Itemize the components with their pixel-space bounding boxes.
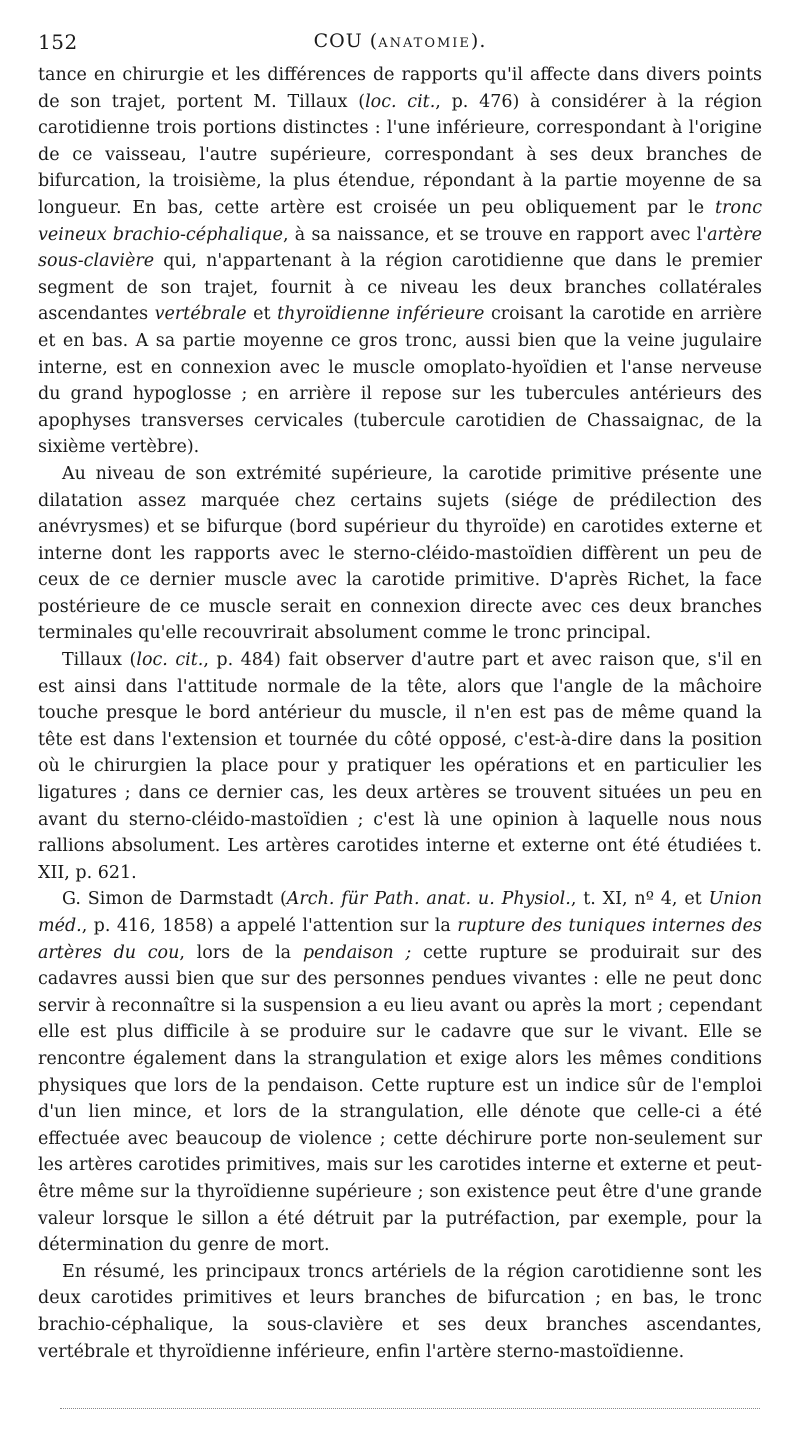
italic-text-run: artère sous-clavière [38, 224, 762, 272]
text-run: croisant la carotide en arrière et en bas. A sa partie moyenne ce gros tronc, aussi bien que la veine jugulaire interne, est en connexion avec le muscle omoplato-hyoïdien et l'anse nerveuse du grand hypoglosse ; en arrière il repose sur les tubercules antérieurs des apophyses transverses cervicales (tubercule carotidien de Chassaignac, de la sixième vertèbre). [38, 304, 762, 458]
text-run: cette rupture se produirait sur des cadavres aussi bien que sur des personnes pendues vivantes : elle ne peut donc servir à reconnaître si la suspension a eu lieu avant ou après la mort ; cependant elle est plus difficile à se produire sur le cadavre que sur le vivant. Elle se rencontre également dans la strangulation et exige alors les mêmes conditions physiques que lors de la pendaison. Cette rupture est un indice sûr de l'emploi d'un lien mince, et lors de la strangulation, elle dénote que celle-ci a été effectuée avec beaucoup de violence ; cette déchirure porte non-seulement sur les artères carotides primitives, mais sur les carotides interne et externe et peut-être même sur la thyroïdienne supérieure ; son existence peut être d'une grande valeur lorsque le sillon a été détruit par la putréfaction, par exemple, pour la détermination du genre de mort. [38, 942, 762, 1256]
text-run: tance en chirurgie et les différences de rapports qu'il affecte dans divers points de son trajet, portent M. Tillaux ( [38, 65, 762, 112]
italic-text-run: pendaison ; [302, 942, 412, 963]
text-run: , lors de la [179, 942, 303, 963]
text-run: qui, n'appartenant à la région carotidienne que dans le premier segment de son trajet, fournit à ce niveau les deux branches collatérales ascendantes [38, 251, 762, 325]
italic-text-run: thyroïdienne inférieure [277, 304, 485, 325]
running-title [38, 30, 762, 52]
paragraph [38, 461, 762, 647]
body-text [38, 62, 762, 1365]
italic-text-run: vertébrale [154, 304, 247, 325]
running-title-main: COU ( [313, 30, 379, 52]
text-run: En résumé, les principaux troncs artériels de la région carotidienne sont les deux carotides primitives et leurs branches de bifurcation ; en bas, le tronc brachio-céphalique, la sous-clavière et ses deux branches ascendantes, vertébrale et thyroïdienne inférieure, enfin l'artère sterno-mastoïdienne. [38, 1261, 762, 1362]
page-number: 152 [38, 30, 78, 54]
text-run: Au niveau de son extrémité supérieure, la carotide primitive présente une dilatation assez marquée chez certains sujets (siége de prédilection des anévrysmes) et se bifurque (bord supérieur du thyroïde) en carotides externe et interne dont les rapports avec le sterno-cléido-mastoïdien diffèrent un peu de ceux de ce dernier muscle avec la carotide primitive. D'après Richet, la face postérieure de ce muscle serait en connexion directe avec ces deux branches terminales qu'elle recouvrirait absolument comme le tronc principal. [38, 463, 762, 644]
paragraph [38, 647, 762, 886]
italic-text-run: loc. cit. [365, 91, 436, 112]
italic-text-run: tronc veineux brachio-céphalique [38, 197, 762, 245]
running-head [38, 28, 762, 62]
text-run: , p. 416, 1858) a appelé l'attention sur la [81, 916, 458, 936]
text-run: et [246, 304, 278, 325]
text-run: , p. 484) fait observer d'autre part et avec raison que, s'il en est ainsi dans l'attitude normale de la tête, alors que l'angle de la mâchoire touche presque le bord antérieur du muscle, il n'en est pas de même quand la tête est dans l'extension et tournée du côté opposé, c'est-à-dire dans la position où le chirurgien la place pour y pratiquer les opérations et en particulier les ligatures ; dans ce dernier cas, les deux artères se trouvent situées un peu en avant du sterno-cléido-mastoïdien ; c'est là une opinion à laquelle nous nous rallions absolument. Les artères carotides interne et externe ont été étudiées t. XII, p. 621. [38, 650, 762, 883]
text-run: Tillaux ( [62, 650, 137, 671]
text-run: , t. XI, nº 4, et [570, 889, 709, 910]
text-run: , p. 476) à considérer à la région carotidienne trois portions distinctes : l'une inférieure, correspondant à l'origine de ce vaisseau, l'autre supérieure, correspondant à ses deux branches de bifurcation, la troisième, la plus étendue, répondant à la partie moyenne de sa longueur. En bas, cette artère est croisée un peu obliquement par le [38, 91, 762, 218]
running-title-smallcaps: ANATOMIE [378, 36, 471, 51]
running-title-end: ). [470, 30, 487, 52]
paragraph [38, 886, 762, 1258]
italic-text-run: Arch. für Path. anat. u. Physiol. [286, 889, 571, 910]
paragraph [38, 1259, 762, 1365]
italic-text-run: rupture des tuniques internes des artères du cou [38, 916, 763, 963]
italic-text-run: Union méd. [38, 889, 762, 936]
footer-rule [60, 1408, 760, 1409]
paragraph [38, 62, 762, 461]
document-page [38, 28, 762, 1365]
italic-text-run: loc. cit. [136, 650, 204, 671]
text-run: , à sa naissance, et se trouve en rapport avec l' [283, 224, 708, 245]
text-run: G. Simon de Darmstadt ( [62, 889, 287, 910]
